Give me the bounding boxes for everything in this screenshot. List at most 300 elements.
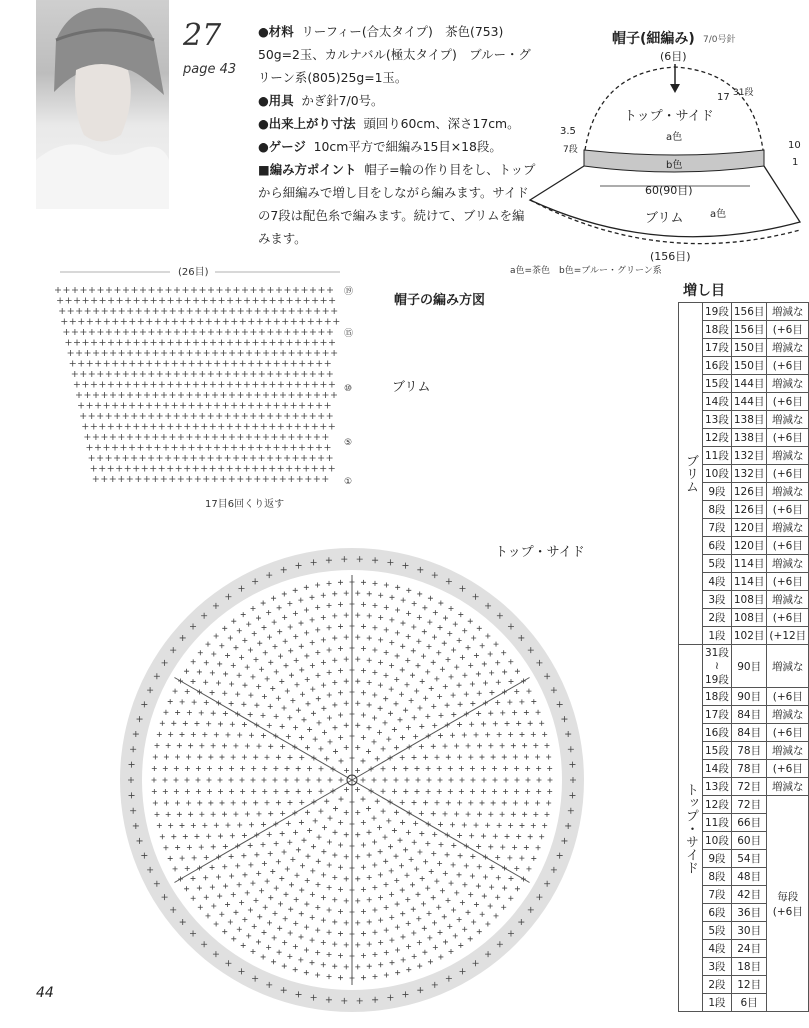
brim-stitch bbox=[98, 287, 104, 293]
brim-stitch bbox=[301, 371, 307, 377]
row-mark-15: ⑮ bbox=[344, 329, 354, 339]
brim-stitch bbox=[144, 476, 150, 482]
brim-stitch bbox=[125, 340, 131, 346]
brim-stitch bbox=[151, 340, 157, 346]
brim-stitch bbox=[61, 319, 67, 325]
brim-stitch bbox=[127, 308, 133, 314]
brim-stitch bbox=[220, 476, 226, 482]
brim-stitch bbox=[184, 382, 190, 388]
brim-stitch bbox=[270, 298, 276, 304]
brim-stitch bbox=[306, 308, 312, 314]
brim-stitch bbox=[316, 361, 322, 367]
brim-stitch bbox=[255, 392, 261, 398]
brim-stitch bbox=[333, 319, 339, 325]
brim-stitch bbox=[327, 413, 333, 419]
brim-stitch bbox=[119, 308, 125, 314]
brim-stitch bbox=[159, 340, 165, 346]
brim-stitch bbox=[131, 455, 137, 461]
brim-stitch bbox=[157, 371, 163, 377]
brim-stitch bbox=[104, 361, 110, 367]
brim-stitch bbox=[155, 403, 161, 409]
brim-stitch bbox=[142, 298, 148, 304]
brim-stitch bbox=[76, 308, 82, 314]
brim-stitch bbox=[82, 382, 88, 388]
brim-stitch bbox=[206, 319, 212, 325]
brim-stitch bbox=[206, 403, 212, 409]
stitch-cell: 126目 bbox=[731, 483, 767, 501]
brim-stitch bbox=[127, 392, 133, 398]
brim-stitch bbox=[159, 382, 165, 388]
top-arrow-head bbox=[670, 84, 680, 93]
brim-stitch bbox=[123, 371, 129, 377]
brim-stitch bbox=[115, 287, 121, 293]
brim-stitch bbox=[87, 403, 93, 409]
brim-stitch bbox=[136, 308, 142, 314]
increase-cell: 増減な bbox=[767, 778, 809, 796]
brim-stitch bbox=[280, 392, 286, 398]
brim-stitch bbox=[163, 319, 169, 325]
brim-stitch bbox=[110, 308, 116, 314]
brim-stitch bbox=[288, 434, 294, 440]
brim-stitch bbox=[244, 466, 250, 472]
brim-stitch bbox=[97, 329, 103, 335]
brim-stitch bbox=[89, 371, 95, 377]
brim-stitch bbox=[278, 298, 284, 304]
gauge-text: 10cm平方で細編み15目×18段。 bbox=[313, 139, 502, 154]
row-cell: 16段 bbox=[703, 357, 732, 375]
brim-stitch bbox=[259, 413, 265, 419]
brim-stitch bbox=[233, 455, 239, 461]
stitch-cell: 36目 bbox=[731, 904, 767, 922]
brim-stitch bbox=[140, 455, 146, 461]
brim-stitch bbox=[284, 371, 290, 377]
stitch-cell: 114目 bbox=[731, 555, 767, 573]
brim-stitch bbox=[193, 466, 199, 472]
table-row bbox=[679, 645, 809, 688]
brim-stitch bbox=[252, 424, 258, 430]
brim-stitch bbox=[323, 308, 329, 314]
brim-stitch bbox=[131, 329, 137, 335]
brim-stitch bbox=[114, 413, 120, 419]
stitch-cell: 24目 bbox=[731, 940, 767, 958]
brim-stitch bbox=[312, 382, 318, 388]
brim-stitch bbox=[240, 403, 246, 409]
row-cell: 1段 bbox=[703, 627, 732, 645]
brim-stitch bbox=[265, 361, 271, 367]
brim-stitch bbox=[325, 403, 331, 409]
brim-stitch bbox=[165, 455, 171, 461]
increase-cell: (+6目 bbox=[767, 760, 809, 778]
brim-stitch bbox=[319, 287, 325, 293]
brim-stitch bbox=[327, 329, 333, 335]
increase-cell: (+6目 bbox=[767, 573, 809, 591]
brim-stitch bbox=[151, 298, 157, 304]
brim-stitch bbox=[197, 361, 203, 367]
brim-stitch bbox=[252, 382, 258, 388]
brim-stitch bbox=[208, 413, 214, 419]
increase-cell: 増減な bbox=[767, 706, 809, 724]
brim-stitch bbox=[250, 371, 256, 377]
brim-stitch bbox=[189, 361, 195, 367]
brim-stitch bbox=[219, 298, 225, 304]
brim-stitch bbox=[114, 329, 120, 335]
brim-stitch bbox=[142, 424, 148, 430]
stitch-cell: 156目 bbox=[731, 321, 767, 339]
brim-label: ブリム bbox=[645, 211, 684, 226]
brim-stitch bbox=[312, 424, 318, 430]
brim-stitch bbox=[214, 361, 220, 367]
a-color-label-2: a色 bbox=[710, 209, 727, 220]
increase-cell: 増減な bbox=[767, 519, 809, 537]
brim-stitch bbox=[255, 350, 261, 356]
increase-cell: 増減な bbox=[767, 411, 809, 429]
materials-line1: リーフィー(合太タイプ) 茶色(753) bbox=[301, 24, 504, 39]
brim-stitch bbox=[303, 424, 309, 430]
brim-stitch bbox=[240, 319, 246, 325]
brim-stitch bbox=[91, 382, 97, 388]
brim-stitch bbox=[80, 413, 86, 419]
brim-stitch bbox=[221, 308, 227, 314]
brim-stitch bbox=[99, 382, 105, 388]
brim-stitch bbox=[329, 340, 335, 346]
brim-stitch bbox=[161, 434, 167, 440]
brim-stitch bbox=[89, 413, 95, 419]
brim-stitch bbox=[259, 329, 265, 335]
brim-stitch bbox=[68, 308, 74, 314]
brim-stitch bbox=[261, 424, 267, 430]
brim-stitch bbox=[189, 445, 195, 451]
brim-stitch bbox=[184, 424, 190, 430]
stitch-cell: 144目 bbox=[731, 375, 767, 393]
stitch-cell: 60目 bbox=[731, 832, 767, 850]
stitch-cell: 138目 bbox=[731, 429, 767, 447]
brim-stitch bbox=[267, 329, 273, 335]
brim-stitch bbox=[248, 361, 254, 367]
brim-stitch bbox=[242, 329, 248, 335]
brim-stitch bbox=[186, 434, 192, 440]
brim-stitch bbox=[133, 382, 139, 388]
brim-stitch bbox=[108, 424, 114, 430]
brim-stitch bbox=[191, 329, 197, 335]
increase-cell: (+6目 bbox=[767, 357, 809, 375]
brim-stitch bbox=[314, 308, 320, 314]
brim-stitch bbox=[299, 445, 305, 451]
brim-stitch bbox=[170, 350, 176, 356]
brim-stitch bbox=[327, 371, 333, 377]
right-rows: 31段 bbox=[733, 88, 754, 98]
row-cell: 10段 bbox=[703, 465, 732, 483]
brim-stitch bbox=[216, 413, 222, 419]
brim-stitch bbox=[89, 455, 95, 461]
brim-stitch bbox=[263, 476, 269, 482]
brim-stitch bbox=[280, 434, 286, 440]
brim-stitch bbox=[93, 308, 99, 314]
brim-stitch bbox=[312, 298, 318, 304]
stitch-cell: 126目 bbox=[731, 501, 767, 519]
brim-stitch bbox=[265, 403, 271, 409]
brim-stitch bbox=[276, 413, 282, 419]
brim-stitch bbox=[184, 466, 190, 472]
brim-stitch bbox=[312, 466, 318, 472]
row-cell: 16段 bbox=[703, 724, 732, 742]
brim-stitch bbox=[295, 424, 301, 430]
brim-stitch bbox=[97, 413, 103, 419]
brim-stitch bbox=[251, 287, 257, 293]
model-photo bbox=[36, 0, 169, 209]
brim-stitch bbox=[95, 361, 101, 367]
row-cell: 14段 bbox=[703, 760, 732, 778]
tools-text: かぎ針7/0号。 bbox=[301, 93, 384, 108]
brim-stitch bbox=[280, 350, 286, 356]
brim-stitch bbox=[80, 329, 86, 335]
brim-stitch bbox=[297, 476, 303, 482]
brim-stitch bbox=[276, 371, 282, 377]
brim-stitch bbox=[138, 319, 144, 325]
brim-stitch bbox=[308, 361, 314, 367]
brim-stitch bbox=[116, 382, 122, 388]
brim-stitch bbox=[195, 476, 201, 482]
brim-stitch bbox=[233, 371, 239, 377]
brim-stitch bbox=[261, 298, 267, 304]
brim-stitch bbox=[272, 350, 278, 356]
brim-stitch bbox=[282, 361, 288, 367]
brim-stitch bbox=[329, 424, 335, 430]
brim-stitch bbox=[236, 340, 242, 346]
brim-stitch bbox=[85, 308, 91, 314]
brim-stitch bbox=[106, 455, 112, 461]
brim-stitch bbox=[97, 455, 103, 461]
brim-stitch bbox=[322, 434, 328, 440]
brim-stitch bbox=[331, 392, 337, 398]
row-cell: 12段 bbox=[703, 796, 732, 814]
brim-stitch bbox=[291, 319, 297, 325]
brim-stitch bbox=[182, 455, 188, 461]
brim-stitch bbox=[200, 287, 206, 293]
brim-stitch bbox=[267, 371, 273, 377]
brim-stitch bbox=[201, 424, 207, 430]
brim-stitch bbox=[80, 371, 86, 377]
brim-stitch bbox=[246, 434, 252, 440]
brim-stitch bbox=[229, 350, 235, 356]
brim-stitch bbox=[310, 413, 316, 419]
increase-cell: 増減な bbox=[767, 375, 809, 393]
brim-stitch bbox=[133, 466, 139, 472]
brim-stitch bbox=[312, 340, 318, 346]
brim-stitch bbox=[178, 308, 184, 314]
brim-stitch bbox=[167, 424, 173, 430]
brim-stitch bbox=[123, 287, 129, 293]
color-legend: a色=茶色 b色=ブルー・グリーン系 bbox=[510, 266, 662, 276]
brim-stitch bbox=[199, 371, 205, 377]
brim-stitch bbox=[74, 340, 80, 346]
brim-stitch bbox=[321, 340, 327, 346]
brim-stitch bbox=[301, 455, 307, 461]
brim-stitch bbox=[272, 392, 278, 398]
brim-stitch bbox=[308, 445, 314, 451]
row-cell: 15段 bbox=[703, 375, 732, 393]
brim-stitch bbox=[125, 298, 131, 304]
brim-stitch bbox=[218, 424, 224, 430]
row-cell: 11段 bbox=[703, 814, 732, 832]
brim-stitch bbox=[89, 329, 95, 335]
brim-stitch bbox=[248, 319, 254, 325]
brim-stitch bbox=[150, 466, 156, 472]
brim-stitch bbox=[299, 361, 305, 367]
brim-stitch bbox=[227, 424, 233, 430]
brim-stitch bbox=[163, 361, 169, 367]
brim-group-label: ブリム bbox=[679, 303, 703, 645]
brim-stitch bbox=[274, 361, 280, 367]
brim-stitch bbox=[316, 403, 322, 409]
brim-stitch bbox=[170, 308, 176, 314]
brim-stitch bbox=[59, 308, 65, 314]
chart-title: 帽子の編み方図 bbox=[394, 293, 486, 308]
brim-stitch bbox=[261, 382, 267, 388]
brim-stitch bbox=[219, 340, 225, 346]
brim-stitch bbox=[134, 298, 140, 304]
brim-stitch bbox=[305, 434, 311, 440]
brim-stitch bbox=[287, 298, 293, 304]
brim-stitch bbox=[235, 382, 241, 388]
brim-stitch bbox=[180, 403, 186, 409]
brim-stitch bbox=[153, 350, 159, 356]
brim-stitch bbox=[180, 319, 186, 325]
brim-stitch bbox=[182, 371, 188, 377]
brim-stitch bbox=[119, 350, 125, 356]
brim-stitch bbox=[214, 445, 220, 451]
brim-stitch bbox=[153, 308, 159, 314]
brim-stitch bbox=[172, 361, 178, 367]
brim-stitch bbox=[106, 413, 112, 419]
brim-stitch bbox=[168, 298, 174, 304]
brim-stitch bbox=[112, 445, 118, 451]
brim-stitch bbox=[302, 287, 308, 293]
pattern-number: 27 bbox=[183, 18, 222, 53]
brim-stitch bbox=[314, 476, 320, 482]
brim-stitch bbox=[174, 287, 180, 293]
brim-stitch bbox=[263, 350, 269, 356]
brim-stitch bbox=[72, 371, 78, 377]
brim-stitch bbox=[74, 382, 80, 388]
brim-stitch bbox=[316, 319, 322, 325]
brim-stitch bbox=[157, 287, 163, 293]
brim-stitch bbox=[206, 445, 212, 451]
brim-stitch bbox=[274, 319, 280, 325]
brim-stitch bbox=[240, 445, 246, 451]
brim-stitch bbox=[267, 413, 273, 419]
brim-stitch bbox=[193, 382, 199, 388]
brim-stitch bbox=[167, 466, 173, 472]
brim-stitch bbox=[284, 413, 290, 419]
brim-stitch bbox=[216, 371, 222, 377]
brim-stitch bbox=[142, 340, 148, 346]
chart-brim-label: ブリム bbox=[392, 380, 431, 395]
brim-stitch bbox=[72, 287, 78, 293]
brim-stitch bbox=[299, 403, 305, 409]
brim-stitch bbox=[89, 287, 95, 293]
brim-stitch bbox=[321, 298, 327, 304]
brim-stitch bbox=[253, 340, 259, 346]
brim-stitch bbox=[223, 445, 229, 451]
brim-stitch bbox=[155, 319, 161, 325]
brim-stitch bbox=[159, 424, 165, 430]
brim-stitch bbox=[229, 308, 235, 314]
each-increase-text: (+6目 bbox=[772, 905, 803, 918]
brim-stitch bbox=[72, 329, 78, 335]
brim-stitch bbox=[93, 392, 99, 398]
brim-stitch bbox=[187, 392, 193, 398]
brim-stitch bbox=[57, 298, 63, 304]
brim-stitch bbox=[110, 476, 116, 482]
brim-stitch bbox=[155, 445, 161, 451]
brim-stitch bbox=[323, 392, 329, 398]
row-mark-19: ⑲ bbox=[344, 287, 354, 297]
brim-stitch bbox=[320, 466, 326, 472]
schematic-title: 帽子(細編み) bbox=[612, 31, 695, 47]
brim-stitch bbox=[118, 476, 124, 482]
brim-stitch bbox=[99, 424, 105, 430]
stitch-cell: 48目 bbox=[731, 868, 767, 886]
brim-stitch bbox=[293, 371, 299, 377]
brim-stitch bbox=[185, 298, 191, 304]
brim-stitch bbox=[202, 340, 208, 346]
stitch-cell: 156目 bbox=[731, 303, 767, 321]
brim-stitch bbox=[142, 466, 148, 472]
row-cell: 2段 bbox=[703, 976, 732, 994]
increase-table bbox=[678, 302, 809, 1012]
row-range-part: ≀ bbox=[714, 660, 719, 672]
brim-stitch bbox=[327, 455, 333, 461]
points-text4: みます。 bbox=[258, 231, 307, 246]
brim-stitch bbox=[191, 413, 197, 419]
brim-stitch bbox=[95, 319, 101, 325]
brim-stitch bbox=[285, 287, 291, 293]
brim-stitch bbox=[217, 287, 223, 293]
brim-stitch bbox=[187, 350, 193, 356]
brim-stitch bbox=[148, 455, 154, 461]
brim-stitch bbox=[102, 392, 108, 398]
brim-stitch bbox=[144, 434, 150, 440]
brim-stitch bbox=[289, 350, 295, 356]
brim-stitch bbox=[223, 361, 229, 367]
brim-stitch bbox=[140, 329, 146, 335]
a-color-label-1: a色 bbox=[666, 132, 683, 143]
brim-stitch bbox=[234, 287, 240, 293]
brim-stitch bbox=[201, 382, 207, 388]
brim-stitch bbox=[87, 445, 93, 451]
brim-stitch bbox=[197, 403, 203, 409]
stitch-cell: 132目 bbox=[731, 465, 767, 483]
brim-stitch bbox=[221, 392, 227, 398]
brim-stitch bbox=[244, 424, 250, 430]
brim-stitch bbox=[225, 329, 231, 335]
brim-stitch bbox=[64, 287, 70, 293]
brim-stitch bbox=[316, 445, 322, 451]
brim-stitch bbox=[118, 434, 124, 440]
brim-stitch bbox=[325, 445, 331, 451]
brim-stitch bbox=[104, 319, 110, 325]
brim-stitch bbox=[280, 308, 286, 314]
brim-stitch bbox=[123, 455, 129, 461]
brim-stitch bbox=[159, 466, 165, 472]
brim-stitch bbox=[136, 392, 142, 398]
brim-stitch bbox=[291, 403, 297, 409]
brim-stitch bbox=[148, 413, 154, 419]
brim-stitch bbox=[263, 392, 269, 398]
stitch-cell: 30目 bbox=[731, 922, 767, 940]
row-cell: 2段 bbox=[703, 609, 732, 627]
brim-stitch bbox=[310, 287, 316, 293]
